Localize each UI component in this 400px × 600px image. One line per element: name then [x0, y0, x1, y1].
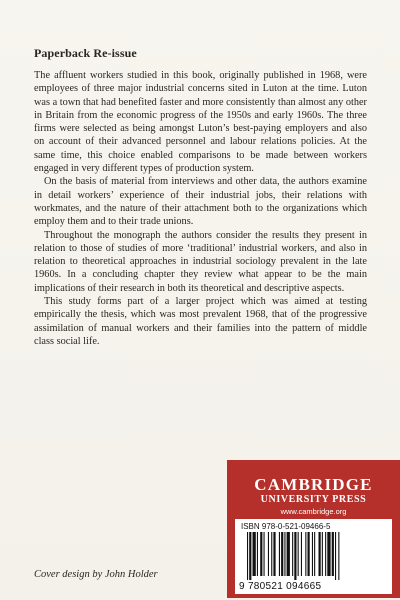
publisher-subtitle: UNIVERSITY PRESS	[260, 494, 367, 505]
ean-number: 9 780521 094665	[239, 581, 322, 592]
barcode-icon	[241, 532, 387, 580]
blurb-text	[34, 69, 367, 348]
publisher-url: www.cambridge.org	[280, 507, 347, 516]
blurb-paragraph: This study forms part of a larger project which was aimed at testing empirically the thesis, which was most prevalent 1968, that of the progressive assimilation of manual workers and their families into the pattern of middle class social life.	[34, 296, 367, 347]
isbn-label: ISBN 978-0-521-09466-5	[241, 522, 331, 531]
blurb-paragraph: Throughout the monograph the authors consider the results they present in relation to those of studies of more ‘traditional’ industrial workers, and also in relation to theoretical approaches in industrial sociology prevalent in the late 1960s. In a concluding chapter they review what appear to be the main implications of their research in both its theoretical and descriptive aspects.	[34, 229, 367, 294]
barcode-panel	[235, 519, 392, 594]
publisher-logo-block	[227, 460, 400, 598]
section-heading: Paperback Re-issue	[34, 46, 137, 60]
publisher-name: CAMBRIDGE	[254, 475, 373, 494]
cover-credit: Cover design by John Holder	[34, 569, 158, 580]
blurb-paragraph: On the basis of material from interviews and other data, the authors examine in detail workers’ experience of their industrial jobs, their relations with workmates, and the nature of their attachment both to the organizations which employ them and to their trade unions.	[34, 176, 367, 228]
blurb-paragraph: The affluent workers studied in this book, originally published in 1968, were employees of three major industrial concerns sited in Luton at the time. Luton was a town that had benefited faster and more consistently than almost any other in Britain from the economic progress of the 1950s and early 1960s. The three firms were selected as being amongst Luton’s best-paying employers and also on account of their advanced personnel and labour relations policies. At the same time, this choice enabled comparisons to be made between workers engaged in very different types of production system.	[34, 70, 367, 175]
